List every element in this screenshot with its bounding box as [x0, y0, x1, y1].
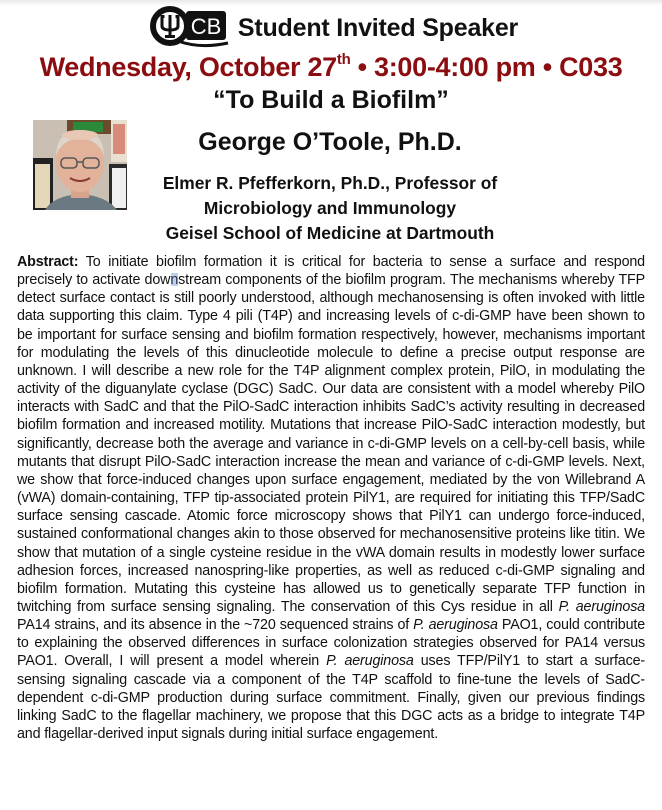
- event-time: 3:00-4:00 pm: [374, 52, 536, 82]
- affiliation-line: Geisel School of Medicine at Dartmouth: [165, 223, 495, 243]
- species-name: P. aeruginosa: [326, 653, 414, 670]
- separator-bullet: •: [542, 52, 552, 82]
- talk-title: “To Build a Biofilm”: [213, 86, 449, 114]
- separator-bullet: •: [357, 52, 367, 82]
- abstract-segment: To initiate biofilm formation it is critical for bacteria to sense a surface and respond precisely to activate dow: [17, 254, 645, 289]
- event-info: [0, 52, 662, 83]
- species-name: P. aeruginosa: [413, 617, 498, 634]
- iu-trident-qcb-icon: [148, 5, 230, 51]
- abstract-segment: n: [170, 272, 179, 289]
- event-date-suffix: th: [336, 51, 351, 68]
- speaker-affiliation: [150, 171, 510, 246]
- abstract-label: Abstract:: [17, 254, 79, 270]
- event-room: C033: [559, 52, 623, 82]
- abstract-segment: uses TFP/PilY1 to start a surface-sensing signaling cascade via a component of the T4P scaffold to fine-tune the levels of SadC-dependent c-di-GMP production during surface commitment. Finally, given our previous findings linking SadC to the flagellar machinery, we propose that this DGC acts as a bridge to integrate T4P and flagellar-derived input signals during initial surface engagement.: [17, 653, 645, 743]
- affiliation-line: Elmer R. Pfefferkorn, Ph.D., Professor of: [162, 173, 498, 193]
- abstract-segment: PAO1, could contribute to explaining the observed differences in surface colonization strategies observed for PA14 versus PAO1. Overall, I will present a model wherein: [17, 617, 645, 670]
- event-date: Wednesday, October 27: [39, 52, 337, 82]
- header-title: Student Invited Speaker: [237, 13, 519, 42]
- abstract-segment: stream components of the biofilm program. The mechanisms whereby TFP detect surface contact is still poorly understood, although mechanosensing is often invoked with little data supporting this claim. Type 4 pili (T4P) and increasing levels of c-di-GMP have been shown to be important for surface sensing and biofilm formation respectively, however, mechanisms important for modulating the levels of this dinucleotide molecule to define a precise output response are unknown. I will describe a new role for the T4P alignment complex protein, PilO, in modulating the activity of the diguanylate cyclase (DGC) SadC. Our data are consistent with a model whereby PilO interacts with SadC and that the PilO-SadC interaction inhibits SadC’s activity resulting in decreased biofilm formation and increased motility. Mutations that increase PilO-SadC interaction modestly, but significantly, decrease both the average and variance in c-di-GMP levels on a cell-by-cell basis, while mutants that disrupt PilO-SadC interaction increase the mean and variance of c-di-GMP levels. Next, we show that force-induced changes upon surface engagement, mediated by the von Willebrand A (vWA) domain-containing, TFP tip-associated protein PilY1, are required for initiating this TFP/SadC surface sensing cascade. Atomic force microscopy shows that PilY1 can undergo force-induced, sustained conformational changes akin to those observed for mechanosensitive proteins like titin. We show that mutation of a single cysteine residue in the vWA domain results in modestly lower surface adhesion forces, increased nanospring-like properties, as well as reduced c-di-GMP signaling and biofilm formation. Mutating this cysteine has allowed us to genetically separate TFP function in twitching from surface sensing signaling. The conservation of this Cys residue in all: [17, 272, 645, 615]
- speaker-portrait-icon: [33, 120, 127, 210]
- abstract-segment: PA14 strains, and its absence in the ~720 sequenced strains of: [17, 617, 414, 634]
- abstract-text[interactable]: [17, 253, 645, 743]
- qcb-logo: [148, 5, 230, 51]
- logo-text: CB: [190, 14, 222, 39]
- speaker-photo: [33, 120, 127, 210]
- affiliation-line: Microbiology and Immunology: [203, 198, 457, 218]
- speaker-name: George O’Toole, Ph.D.: [198, 128, 462, 156]
- text-cursor-icon: [170, 271, 178, 289]
- species-name: P. aeruginosa: [558, 598, 645, 615]
- header: [0, 3, 662, 53]
